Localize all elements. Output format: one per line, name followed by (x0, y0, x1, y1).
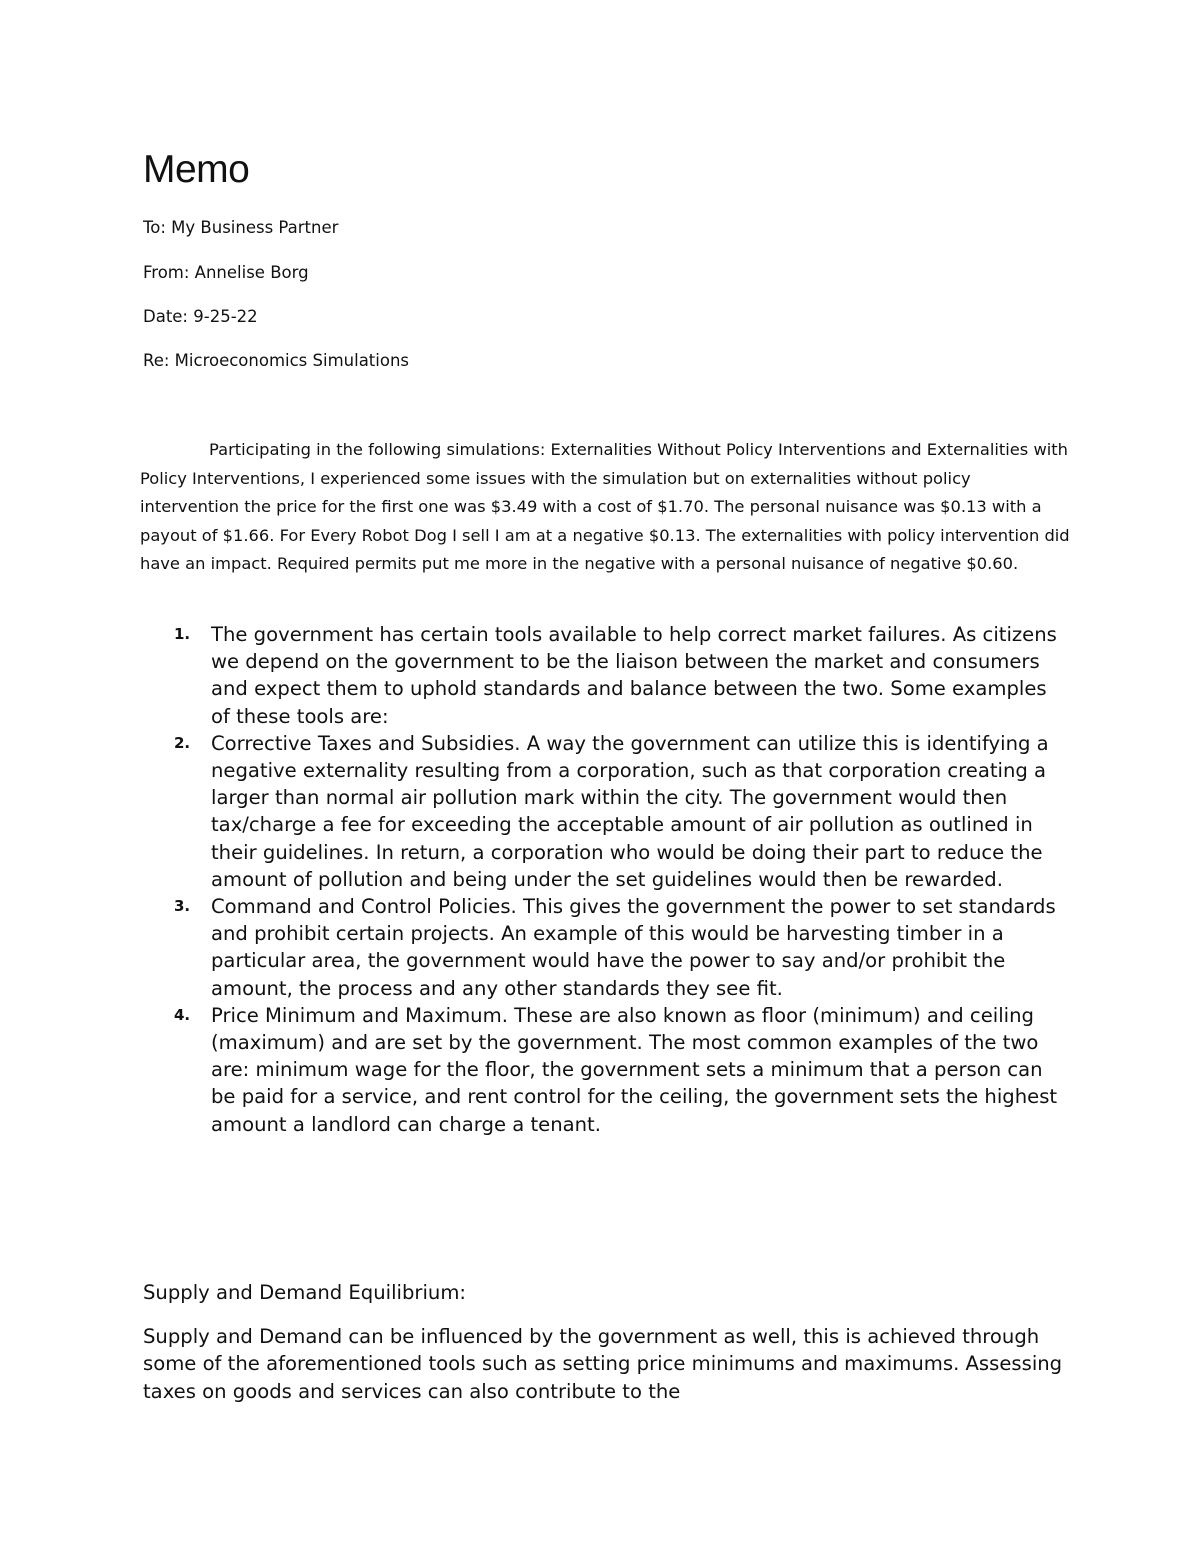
tools-list (140, 621, 1060, 1138)
intro-paragraph: Participating in the following simulations: Externalities Without Policy Interventions and Externalities with Policy Interventions, I experienced some issues with the simulation but on externalities without policy intervention the price for the first one was $3.49 with a cost of $1.70. The personal nuisance was $0.13 with a payout of $1.66. For Every Robot Dog I sell I am at a negative $0.13. The externalities with policy intervention did have an impact. Required permits put me more in the negative with a personal nuisance of negative $0.60. (140, 440, 1070, 574)
supply-demand-heading: Supply and Demand Equilibrium: (143, 1281, 467, 1304)
memo-title: Memo (143, 148, 250, 191)
memo-from: From: Annelise Borg (143, 263, 309, 282)
list-item (140, 621, 1060, 730)
memo-to: To: My Business Partner (143, 218, 339, 237)
supply-demand-paragraph: Supply and Demand can be influenced by the government as well, this is achieved through some of the aforementioned tools such as setting price minimums and maximums. Assessing taxes on goods and services can also contribute to the (143, 1325, 1063, 1403)
memo-subject: Re: Microeconomics Simulations (143, 351, 410, 370)
memo-date: Date: 9-25-22 (143, 307, 258, 326)
list-item-number: 4. (174, 1005, 191, 1024)
list-item (140, 1002, 1060, 1138)
list-item (140, 893, 1060, 1002)
list-item (140, 730, 1060, 893)
list-item-number: 3. (174, 897, 191, 916)
list-item-text: Corrective Taxes and Subsidies. A way the government can utilize this is identifying a negative externality resulting from a corporation, such as that corporation creating a larger than normal air pollution mark within the city. The government would then tax/charge a fee for exceeding the acceptable amount of air pollution as outlined in their guidelines. In return, a corporation who would be doing their part to reduce the amount of pollution and being under the set guidelines would then be rewarded. (211, 731, 1049, 891)
list-item-number: 2. (174, 733, 191, 752)
list-item-text: Command and Control Policies. This gives the government the power to set standards and prohibit certain projects. An example of this would be harvesting timber in a particular area, the government would have the power to say and/or prohibit the amount, the process and any other standards they see fit. (211, 895, 1056, 1000)
list-item-text: Price Minimum and Maximum. These are also known as floor (minimum) and ceiling (maximum) and are set by the government. The most common examples of the two are: minimum wage for the floor, the government sets a minimum that a person can be paid for a service, and rent control for the ceiling, the government sets the highest amount a landlord can charge a tenant. (211, 1003, 1058, 1136)
list-item-text: The government has certain tools available to help correct market failures. As citizens we depend on the government to be the liaison between the market and consumers and expect them to uphold standards and balance between the two. Some examples of these tools are: (211, 623, 1057, 728)
list-item-number: 1. (174, 625, 191, 643)
